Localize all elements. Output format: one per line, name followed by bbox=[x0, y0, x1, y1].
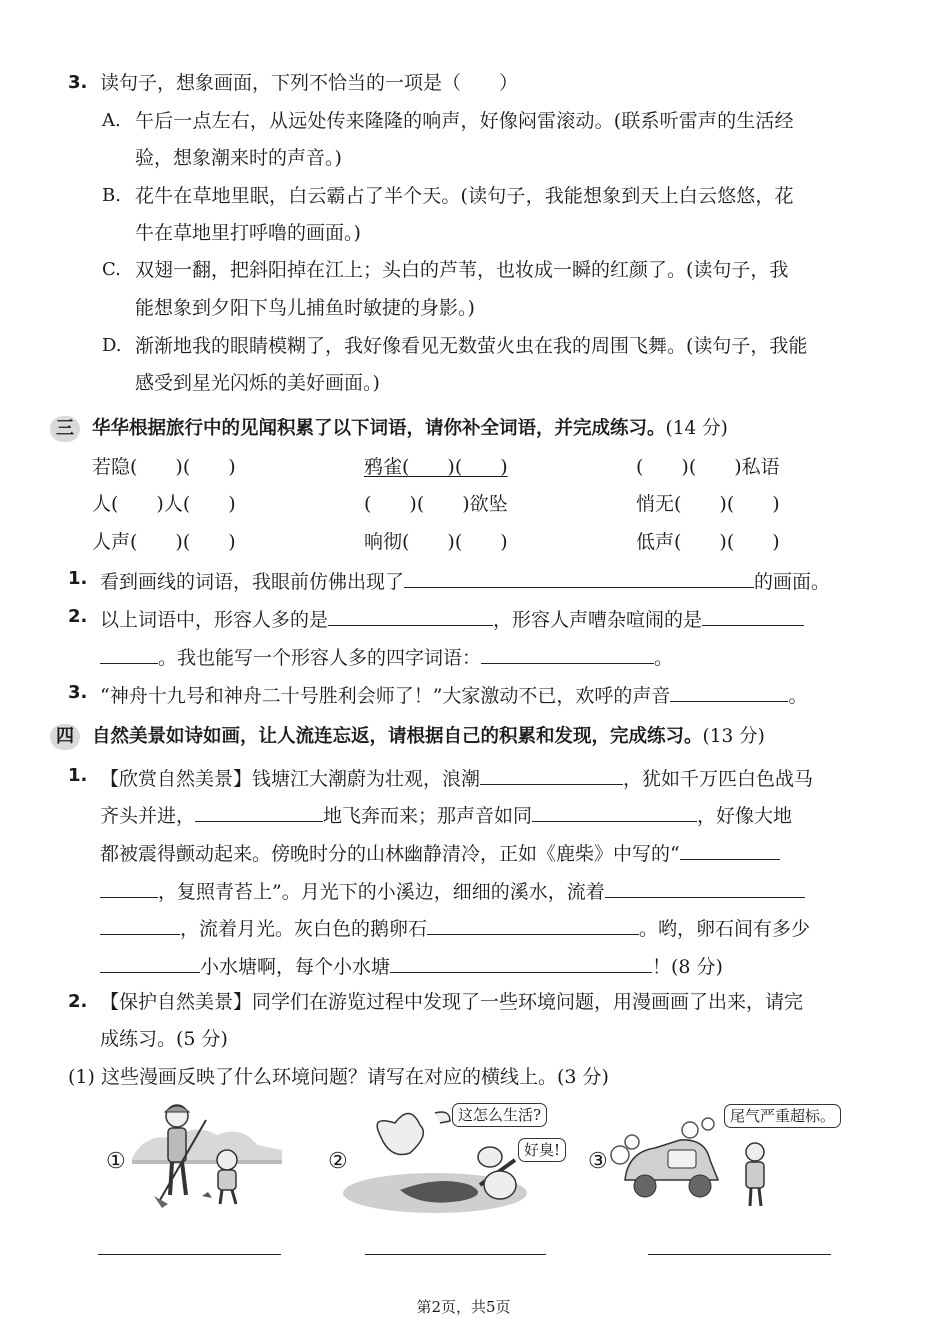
question-number: 2. bbox=[68, 606, 88, 627]
answer-blank[interactable] bbox=[680, 839, 780, 860]
answer-line[interactable] bbox=[365, 1254, 546, 1255]
answer-blank[interactable] bbox=[702, 605, 804, 626]
word-item: 若隐( )( ) bbox=[92, 456, 236, 478]
option-letter: A. bbox=[102, 110, 121, 131]
question-text: 。我也能写一个形容人多的四字词语： 。 bbox=[100, 643, 673, 670]
picture-label: ② bbox=[328, 1149, 348, 1174]
question-text: 齐头并进， 地飞奔而来；那声音如同 ，好像大地 bbox=[100, 801, 792, 828]
answer-blank[interactable] bbox=[427, 914, 639, 935]
option-letter: D. bbox=[102, 335, 122, 356]
answer-blank[interactable] bbox=[670, 681, 788, 702]
speech-bubble: 尾气严重超标。 bbox=[724, 1104, 841, 1128]
page-number: 第2页，共5页 bbox=[416, 1298, 511, 1316]
word-item: 响彻( )( ) bbox=[364, 531, 508, 553]
question-number: 1. bbox=[68, 568, 88, 589]
answer-blank[interactable] bbox=[480, 764, 623, 785]
question-text: 【保护自然美景】同学们在游览过程中发现了一些环境问题，用漫画画了出来，请完 bbox=[100, 991, 804, 1013]
answer-blank[interactable] bbox=[100, 914, 180, 935]
word-item: 人( )人( ) bbox=[92, 493, 236, 515]
option-text: 验，想象潮来时的声音。) bbox=[135, 147, 342, 169]
picture-label: ③ bbox=[588, 1149, 608, 1174]
option-text: 渐渐地我的眼睛模糊了，我好像看见无数萤火虫在我的周围飞舞。(读句子，我能 bbox=[135, 335, 808, 357]
sub-question: (1) 这些漫画反映了什么环境问题？请写在对应的横线上。(3 分) bbox=[68, 1066, 609, 1088]
picture-label: ① bbox=[106, 1149, 126, 1174]
question-text: 都被震得颤动起来。傍晚时分的山林幽静清冷，正如《鹿柴》中写的“ bbox=[100, 839, 780, 866]
answer-blank[interactable] bbox=[195, 801, 323, 822]
comic-littering-picture bbox=[132, 1100, 282, 1210]
question-text: ，复照青苔上”。月光下的小溪边，细细的溪水，流着 bbox=[100, 877, 805, 904]
option-text: 双翅一翻，把斜阳掉在江上；头白的芦苇，也妆成一瞬的红颜了。(读句子，我 bbox=[135, 259, 789, 281]
question-text: 以上词语中，形容人多的是 ，形容人声嘈杂喧闹的是 bbox=[100, 605, 804, 632]
option-text: 牛在草地里打呼噜的画面。) bbox=[135, 222, 361, 244]
word-item: ( )( )私语 bbox=[636, 456, 780, 478]
answer-blank[interactable] bbox=[481, 643, 654, 664]
answer-blank[interactable] bbox=[100, 952, 200, 973]
answer-line[interactable] bbox=[648, 1254, 831, 1255]
question-number: 3. bbox=[68, 682, 88, 703]
question-text: 小水塘啊，每个小水塘 ！(8 分) bbox=[100, 952, 723, 979]
question-text: ，流着月光。灰白色的鹅卵石 。哟，卵石间有多少 bbox=[100, 914, 810, 941]
question-text: 【欣赏自然美景】钱塘江大潮蔚为壮观，浪潮 ，犹如千万匹白色战马 bbox=[100, 764, 813, 791]
question-text: 看到画线的词语，我眼前仿佛出现了 的画面。 bbox=[100, 567, 830, 594]
section-badge: 三 bbox=[50, 416, 80, 442]
answer-blank[interactable] bbox=[605, 877, 805, 898]
word-item: 悄无( )( ) bbox=[636, 493, 780, 515]
option-text: 午后一点左右，从远处传来隆隆的响声，好像闷雷滚动。(联系听雷声的生活经 bbox=[135, 110, 794, 132]
question-text: 成练习。(5 分) bbox=[100, 1028, 228, 1050]
question-text: “神舟十九号和神舟二十号胜利会师了！”大家激动不已，欢呼的声音 。 bbox=[100, 681, 807, 708]
speech-bubble: 这怎么生活? bbox=[452, 1103, 547, 1127]
answer-blank[interactable] bbox=[390, 952, 652, 973]
answer-blank[interactable] bbox=[532, 801, 697, 822]
answer-blank[interactable] bbox=[100, 877, 158, 898]
speech-bubble: 好臭! bbox=[518, 1138, 566, 1162]
section-title: 华华根据旅行中的见闻积累了以下词语，请你补全词语，并完成练习。(14 分) bbox=[92, 418, 728, 439]
word-item: 低声( )( ) bbox=[636, 531, 780, 553]
option-text: 感受到星光闪烁的美好画面。) bbox=[135, 372, 380, 394]
answer-blank[interactable] bbox=[100, 643, 158, 664]
answer-line[interactable] bbox=[98, 1254, 281, 1255]
option-text: 花牛在草地里眠，白云霸占了半个天。(读句子，我能想象到天上白云悠悠，花 bbox=[135, 185, 794, 207]
section-title: 自然美景如诗如画，让人流连忘返，请根据自己的积累和发现，完成练习。(13 分) bbox=[92, 726, 765, 747]
question-number: 3. bbox=[68, 72, 88, 93]
answer-blank[interactable] bbox=[404, 567, 754, 588]
option-text: 能想象到夕阳下鸟儿捕鱼时敏捷的身影。) bbox=[135, 297, 475, 319]
section-badge: 四 bbox=[50, 724, 80, 750]
question-stem: 读句子，想象画面，下列不恰当的一项是（ ） bbox=[100, 72, 519, 94]
word-item: 人声( )( ) bbox=[92, 531, 236, 553]
word-item-underlined: 鸦雀( )( ) bbox=[364, 456, 508, 478]
question-number: 1. bbox=[68, 765, 88, 786]
answer-blank[interactable] bbox=[328, 605, 493, 626]
option-letter: C. bbox=[102, 259, 121, 280]
word-item: ( )( )欲坠 bbox=[364, 493, 508, 515]
option-letter: B. bbox=[102, 185, 121, 206]
question-number: 2. bbox=[68, 991, 88, 1012]
